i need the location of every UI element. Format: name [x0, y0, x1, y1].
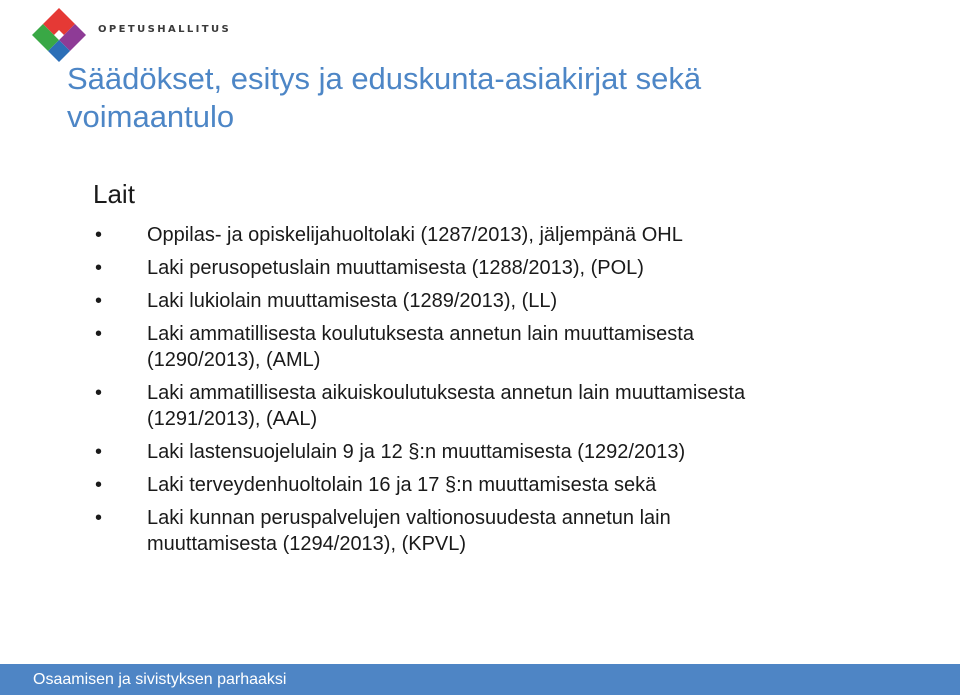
header	[0, 0, 960, 60]
bullet-icon: •	[95, 290, 103, 312]
law-list-item	[95, 288, 915, 314]
footer-tagline: Osaamisen ja sivistyksen parhaaksi	[33, 671, 287, 688]
bullet-icon: •	[95, 441, 103, 463]
page-title-line-1: Säädökset, esitys ja eduskunta-asiakirjat sekä	[67, 61, 702, 96]
bullet-icon: •	[95, 323, 103, 345]
law-list	[95, 222, 915, 564]
law-text-line: (1290/2013), (AML)	[147, 349, 321, 371]
law-list-item	[95, 222, 915, 248]
law-text-line: Laki perusopetuslain muuttamisesta (1288/2013), (POL)	[147, 257, 644, 279]
law-text-line: Laki lukiolain muuttamisesta (1289/2013), (LL)	[147, 290, 558, 312]
law-text-line: Laki ammatillisesta aikuiskoulutuksesta annetun lain muuttamisesta	[147, 382, 746, 404]
law-list-item	[95, 472, 915, 498]
law-list-item	[95, 255, 915, 281]
diamond-logo-icon	[30, 6, 88, 64]
law-text-line: Oppilas- ja opiskelijahuoltolaki (1287/2013), jäljempänä OHL	[147, 224, 683, 246]
org-name: OPETUSHALLITUS	[98, 24, 232, 35]
bullet-icon: •	[95, 382, 103, 404]
bullet-icon: •	[95, 474, 103, 496]
law-text-line: Laki lastensuojelulain 9 ja 12 §:n muuttamisesta (1292/2013)	[147, 441, 686, 463]
law-text-line: Laki ammatillisesta koulutuksesta annetun lain muuttamisesta	[147, 323, 694, 345]
law-text-line: Laki kunnan peruspalvelujen valtionosuudesta annetun lain	[147, 507, 671, 529]
page-title	[67, 60, 927, 136]
bullet-icon: •	[95, 507, 103, 529]
page-title-line-2: voimaantulo	[67, 99, 235, 134]
law-text-line: Laki terveydenhuoltolain 16 ja 17 §:n muuttamisesta sekä	[147, 474, 657, 496]
law-list-item	[95, 505, 915, 557]
bullet-icon: •	[95, 257, 103, 279]
bullet-icon: •	[95, 224, 103, 246]
law-list-item	[95, 439, 915, 465]
footer-bar	[0, 664, 960, 695]
law-list-item	[95, 321, 915, 373]
law-text-line: muuttamisesta (1294/2013), (KPVL)	[147, 533, 467, 555]
section-heading: Lait	[93, 179, 135, 209]
law-text-line: (1291/2013), (AAL)	[147, 408, 318, 430]
law-list-item	[95, 380, 915, 432]
